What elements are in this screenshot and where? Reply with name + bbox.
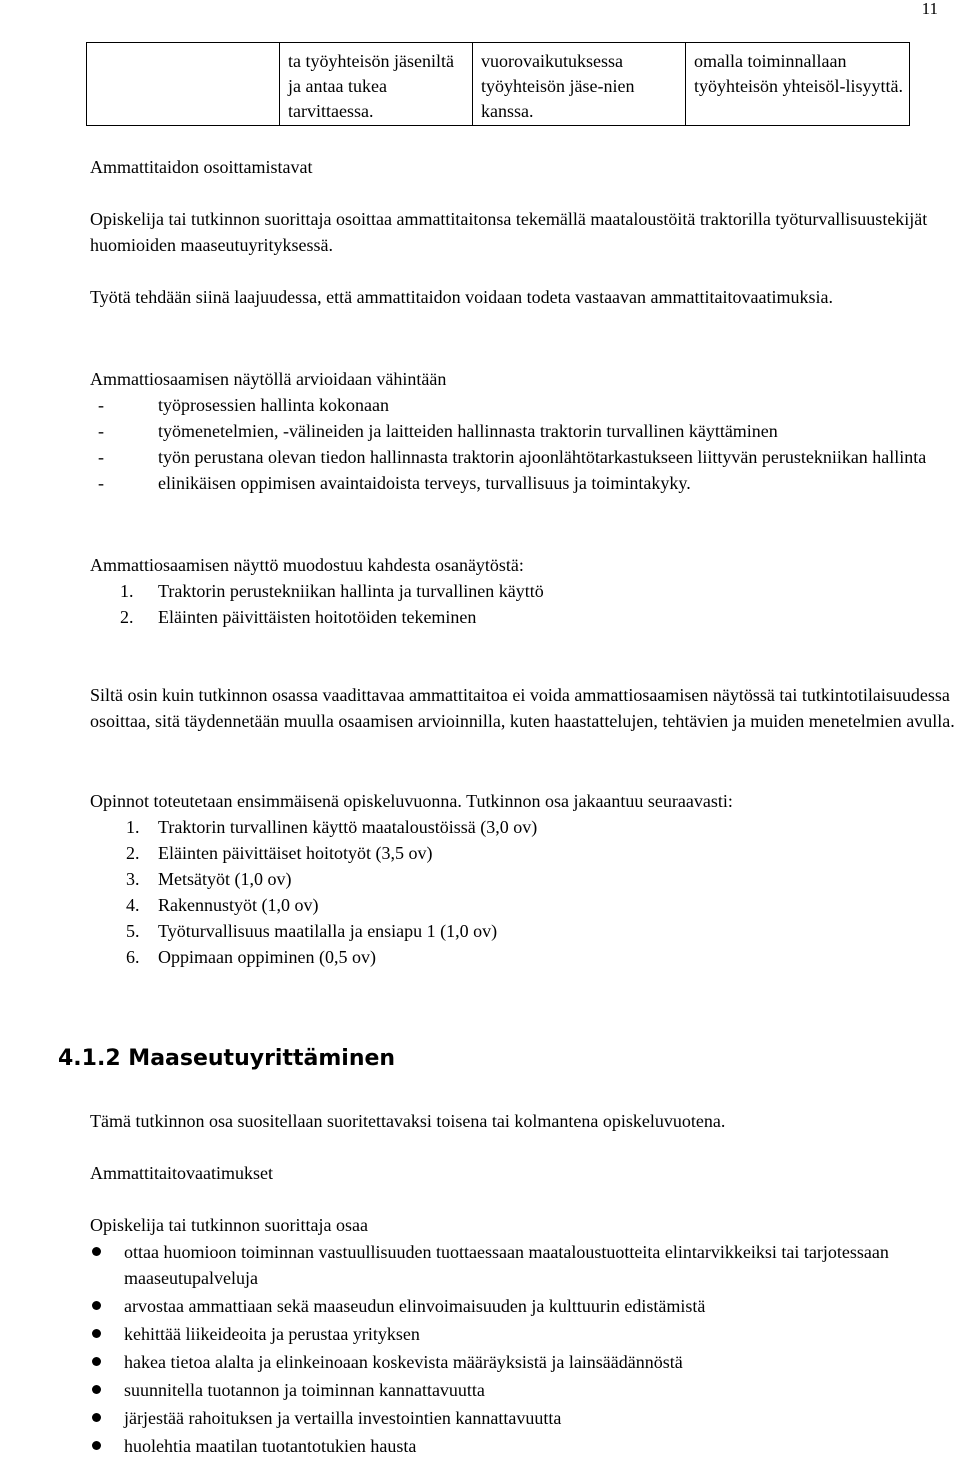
list-item-text: Traktorin perustekniikan hallinta ja turvallinen käyttö xyxy=(158,581,544,601)
requirements-label: Ammattitaitovaatimukset xyxy=(90,1163,273,1183)
bullet-icon xyxy=(92,1385,101,1394)
paragraph: Opiskelija tai tutkinnon suorittaja osoittaa ammattitaitonsa tekemällä maataloustöitä traktorilla työturvallisuustekijät huomioiden maaseutuyrityksessä. xyxy=(90,209,928,255)
dash-marker: - xyxy=(98,447,104,467)
dash-marker: - xyxy=(98,473,104,493)
list-item-text: Työturvallisuus maatilalla ja ensiapu 1 (1,0 ov) xyxy=(158,921,498,941)
table-cell: ta työyhteisön jäseniltä ja antaa tukea tarvittaessa. xyxy=(280,43,473,126)
list-item xyxy=(90,1239,956,1291)
list-number: 6. xyxy=(126,947,140,967)
list-item xyxy=(90,418,956,444)
list-item xyxy=(90,1433,956,1459)
list-item xyxy=(90,892,956,918)
dash-marker: - xyxy=(98,395,104,415)
continued-table xyxy=(86,42,910,126)
bullet-icon xyxy=(92,1329,101,1338)
list-item xyxy=(90,814,956,840)
list-item-text: järjestää rahoituksen ja vertailla investointien kannattavuutta xyxy=(124,1408,562,1428)
list-item xyxy=(90,1349,956,1375)
list-item xyxy=(90,1321,956,1347)
table-cell: omalla toiminnallaan työyhteisön yhteisöl-lisyyttä. xyxy=(686,43,910,126)
bullet-icon xyxy=(92,1441,101,1450)
paragraph: Siltä osin kuin tutkinnon osassa vaadittavaa ammattitaitoa ei voida ammattiosaamisen näytössä tai tutkintotilaisuudessa osoittaa, sitä täydennetään muulla osaamisen arvioinnilla, kuten haastattelujen, tehtävien ja muiden menetelmien avulla. xyxy=(90,685,955,731)
list-item xyxy=(90,578,956,604)
list-item xyxy=(90,470,956,496)
list-item-text: työprosessien hallinta kokonaan xyxy=(158,395,389,415)
list-item-text: työn perustana olevan tiedon hallinnasta traktorin ajoonlähtötarkastukseen liittyvän perustekniikan hallinta xyxy=(158,447,927,467)
list-number: 3. xyxy=(126,869,140,889)
list-number: 1. xyxy=(126,817,140,837)
list-item-text: Rakennustyöt (1,0 ov) xyxy=(158,895,319,915)
list-item xyxy=(90,392,956,418)
bullet-icon xyxy=(92,1357,101,1366)
demo-list xyxy=(90,578,956,630)
studies-list xyxy=(90,814,956,970)
list-item xyxy=(90,866,956,892)
bullet-icon xyxy=(92,1413,101,1422)
list-item-text: suunnitella tuotannon ja toiminnan kannattavuutta xyxy=(124,1380,485,1400)
paragraph: Työtä tehdään siinä laajuudessa, että ammattitaidon voidaan todeta vastaavan ammattitaitovaatimuksia. xyxy=(90,287,833,307)
table-cell xyxy=(87,43,280,126)
list-item xyxy=(90,1293,956,1319)
list-item-text: Traktorin turvallinen käyttö maataloustöissä (3,0 ov) xyxy=(158,817,538,837)
list-item-text: huolehtia maatilan tuotantotukien hausta xyxy=(124,1436,417,1456)
list-item xyxy=(90,604,956,630)
list-item-text: Metsätyöt (1,0 ov) xyxy=(158,869,292,889)
assessed-intro: Ammattiosaamisen näytöllä arvioidaan vähintään xyxy=(90,369,447,389)
list-item-text: työmenetelmien, -välineiden ja laitteiden hallinnasta traktorin turvallinen käyttäminen xyxy=(158,421,778,441)
assessed-list xyxy=(90,392,956,496)
demo-intro: Ammattiosaamisen näyttö muodostuu kahdesta osanäytöstä: xyxy=(90,555,524,575)
list-number: 2. xyxy=(120,607,134,627)
list-item-text: arvostaa ammattiaan sekä maaseudun elinvoimaisuuden ja kulttuurin edistämistä xyxy=(124,1296,706,1316)
list-item-text: hakea tietoa alalta ja elinkeinoaan koskevista määräyksistä ja lainsäädännöstä xyxy=(124,1352,683,1372)
list-item xyxy=(90,444,956,470)
list-item-text: Oppimaan oppiminen (0,5 ov) xyxy=(158,947,376,967)
bullet-icon xyxy=(92,1247,101,1256)
bullet-icon xyxy=(92,1301,101,1310)
list-number: 1. xyxy=(120,581,134,601)
table-cell: vuorovaikutuksessa työyhteisön jäse-nien kanssa. xyxy=(473,43,686,126)
skills-list xyxy=(90,1239,956,1461)
page-number: 11 xyxy=(921,0,938,18)
studies-intro: Opinnot toteutetaan ensimmäisenä opiskeluvuonna. Tutkinnon osa jakaantuu seuraavasti: xyxy=(90,791,733,811)
list-item-text: ottaa huomioon toiminnan vastuullisuuden tuottaessaan maataloustuotteita elintarvikkeiksi tai tarjotessaan maaseutupalveluja xyxy=(124,1242,889,1288)
paragraph: Tämä tutkinnon osa suositellaan suoritettavaksi toisena tai kolmantena opiskeluvuotena. xyxy=(90,1111,726,1131)
list-item xyxy=(90,1405,956,1431)
list-item xyxy=(90,840,956,866)
list-item-text: kehittää liikeideoita ja perustaa yrityksen xyxy=(124,1324,420,1344)
skills-intro: Opiskelija tai tutkinnon suorittaja osaa xyxy=(90,1215,368,1235)
list-item-text: Eläinten päivittäiset hoitotyöt (3,5 ov) xyxy=(158,843,433,863)
list-number: 2. xyxy=(126,843,140,863)
list-item xyxy=(90,918,956,944)
list-item xyxy=(90,1377,956,1403)
list-item-text: elinikäisen oppimisen avaintaidoista terveys, turvallisuus ja toimintakyky. xyxy=(158,473,691,493)
assessment-label: Ammattitaidon osoittamistavat xyxy=(90,157,313,177)
list-item xyxy=(90,944,956,970)
section-heading: 4.1.2 Maaseutuyrittäminen xyxy=(58,1046,396,1071)
list-item-text: Eläinten päivittäisten hoitotöiden tekeminen xyxy=(158,607,477,627)
list-number: 4. xyxy=(126,895,140,915)
dash-marker: - xyxy=(98,421,104,441)
table-row xyxy=(87,43,910,126)
list-number: 5. xyxy=(126,921,140,941)
